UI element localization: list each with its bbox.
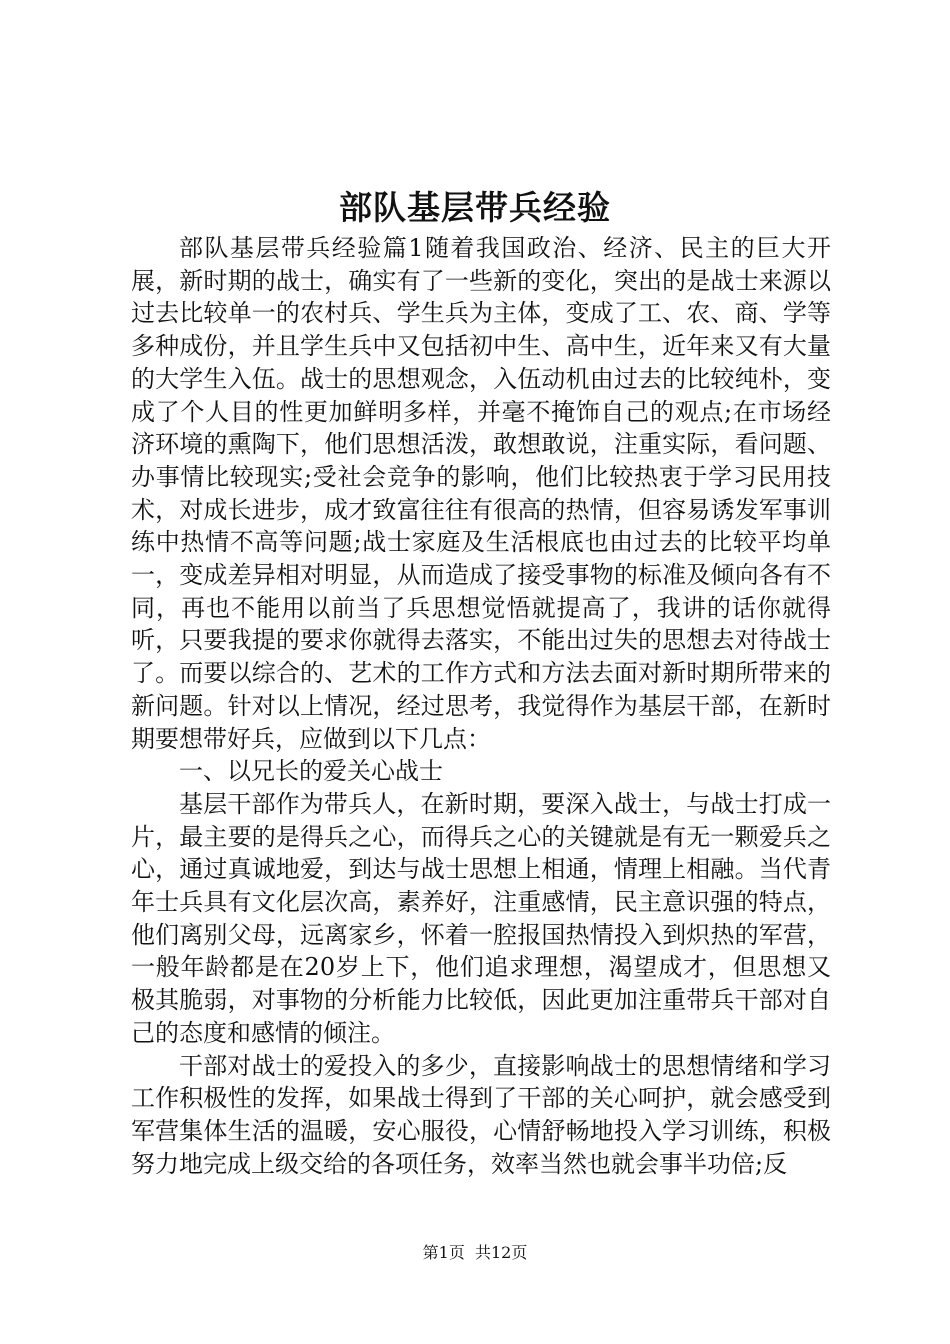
page-footer (0, 1241, 950, 1265)
body-paragraph: 基层干部作为带兵人，在新时期，要深入战士，与战士打成一片，最主要的是得兵之心，而得兵之心的关键就是有无一颗爱兵之心，通过真诚地爱，到达与战士思想上相通，情理上相融。当代青年士兵具有文化层次高，素养好，注重感情，民主意识强的特点，他们离别父母，远离家乡，怀着一腔报国热情投入到炽热的军营，一般年龄都是在20岁上下，他们追求理想，渴望成才，但思想又极其脆弱，对事物的分析能力比较低，因此更加注重带兵干部对自己的态度和感情的倾注。 (131, 789, 831, 1047)
body-paragraph: 部队基层带兵经验篇1随着我国政治、经济、民主的巨大开展，新时期的战士，确实有了一些新的变化，突出的是战士来源以过去比较单一的农村兵、学生兵为主体，变成了工、农、商、学等多种成份，并且学生兵中又包括初中生、高中生，近年来又有大量的大学生入伍。战士的思想观念，入伍动机由过去的比较纯朴，变成了个人目的性更加鲜明多样，并毫不掩饰自己的观点;在市场经济环境的熏陶下，他们思想活泼，敢想敢说，注重实际，看问题、办事情比较现实;受社会竞争的影响，他们比较热衷于学习民用技术，对成长进步，成才致富往往有很高的热情，但容易诱发军事训练中热情不高等问题;战士家庭及生活根底也由过去的比较平均单一，变成差异相对明显，从而造成了接受事物的标准及倾向各有不同，再也不能用以前当了兵思想觉悟就提高了，我讲的话你就得听，只要我提的要求你就得去落实，不能出过失的思想去对待战士了。而要以综合的、艺术的工作方式和方法去面对新时期所带来的新问题。针对以上情况，经过思考，我觉得作为基层干部，在新时期要想带好兵，应做到以下几点： (131, 234, 831, 753)
document-title: 部队基层带兵经验 (339, 188, 611, 227)
body-paragraph: 干部对战士的爱投入的多少，直接影响战士的思想情绪和学习工作积极性的发挥，如果战士得到了干部的关心呵护，就会感受到军营集体生活的温暖，安心服役，心情舒畅地投入学习训练，积极努力地完成上级交给的各项任务，效率当然也就会事半功倍;反 (131, 1051, 831, 1178)
section-heading: 一、以兄长的爱关心战士 (179, 757, 443, 786)
document-body (131, 232, 831, 1180)
page-number: 第1页 共12页 (422, 1243, 528, 1262)
